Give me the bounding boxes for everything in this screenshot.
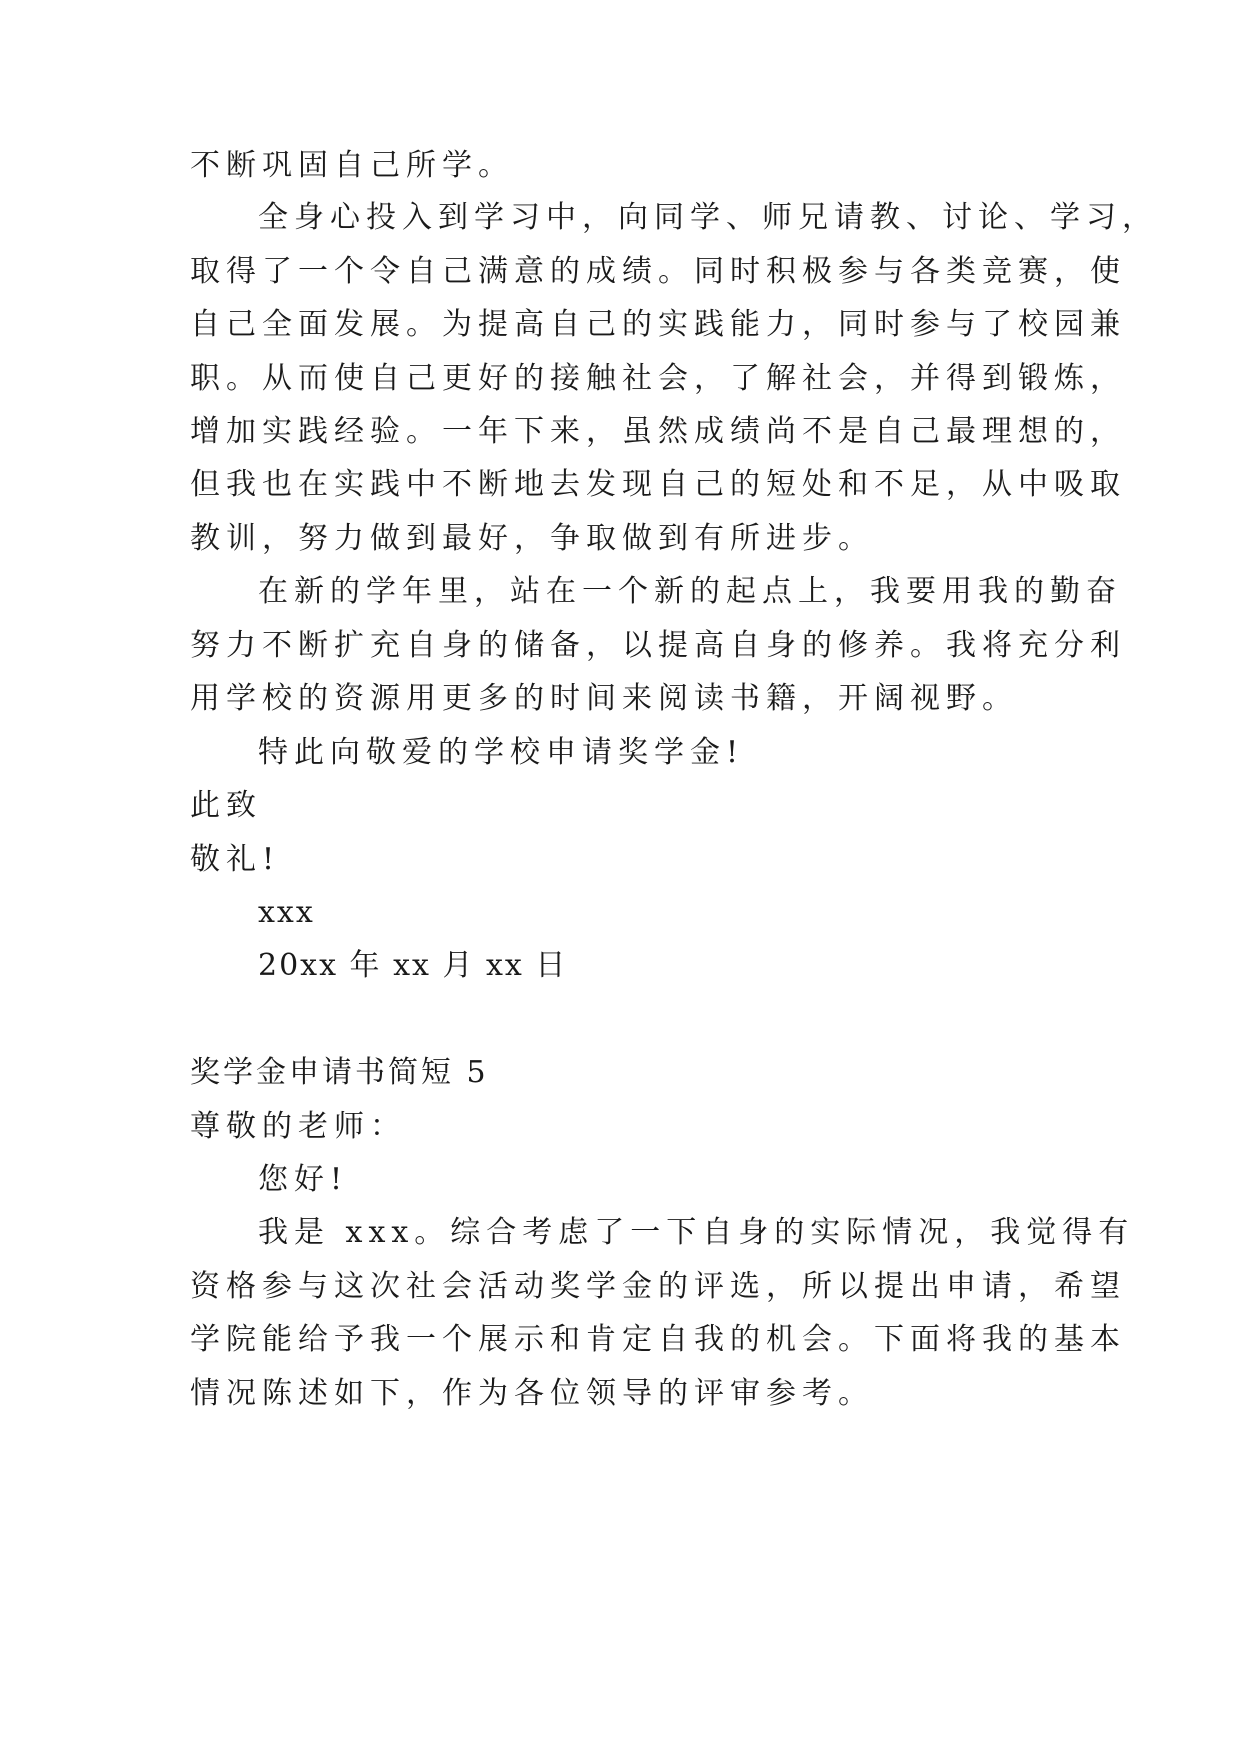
paragraph-line: 但我也在实践中不断地去发现自己的短处和不足，从中吸取 (190, 467, 1126, 502)
closing-line: 此致 (190, 788, 262, 823)
paragraph-line: 我是 xxx。综合考虑了一下自身的实际情况，我觉得有 (258, 1215, 1135, 1250)
paragraph-line: 全身心投入到学习中，向同学、师兄请教、讨论、学习， (258, 200, 1158, 235)
paragraph-line: 用学校的资源用更多的时间来阅读书籍，开阔视野。 (190, 681, 1018, 716)
paragraph-line: 教训，努力做到最好，争取做到有所进步。 (190, 521, 874, 556)
request-line: 特此向敬爱的学校申请奖学金! (258, 735, 745, 770)
paragraph-line: 努力不断扩充自身的储备，以提高自身的修养。我将充分利 (190, 628, 1126, 663)
continuation-text: 不断巩固自己所学。 (190, 148, 514, 183)
paragraph-line: 自己全面发展。为提高自己的实践能力，同时参与了校园兼 (190, 307, 1126, 342)
greeting: 您好! (258, 1162, 349, 1197)
closing-line: 敬礼! (190, 842, 281, 877)
section-title: 奖学金申请书简短 5 (190, 1055, 489, 1090)
paragraph-line: 情况陈述如下，作为各位领导的评审参考。 (190, 1376, 874, 1411)
paragraph-line: 在新的学年里，站在一个新的起点上，我要用我的勤奋 (258, 574, 1122, 609)
paragraph-line: 资格参与这次社会活动奖学金的评选，所以提出申请，希望 (190, 1269, 1126, 1304)
signature: xxx (258, 895, 315, 930)
paragraph-line: 取得了一个令自己满意的成绩。同时积极参与各类竞赛，使 (190, 254, 1126, 289)
paragraph-line: 增加实践经验。一年下来，虽然成绩尚不是自己最理想的， (190, 414, 1126, 449)
salutation: 尊敬的老师： (190, 1109, 406, 1144)
paragraph-line: 学院能给予我一个展示和肯定自我的机会。下面将我的基本 (190, 1322, 1126, 1357)
date-line: 20xx 年 xx 月 xx 日 (258, 948, 568, 983)
paragraph-line: 职。从而使自己更好的接触社会，了解社会，并得到锻炼， (190, 361, 1126, 396)
